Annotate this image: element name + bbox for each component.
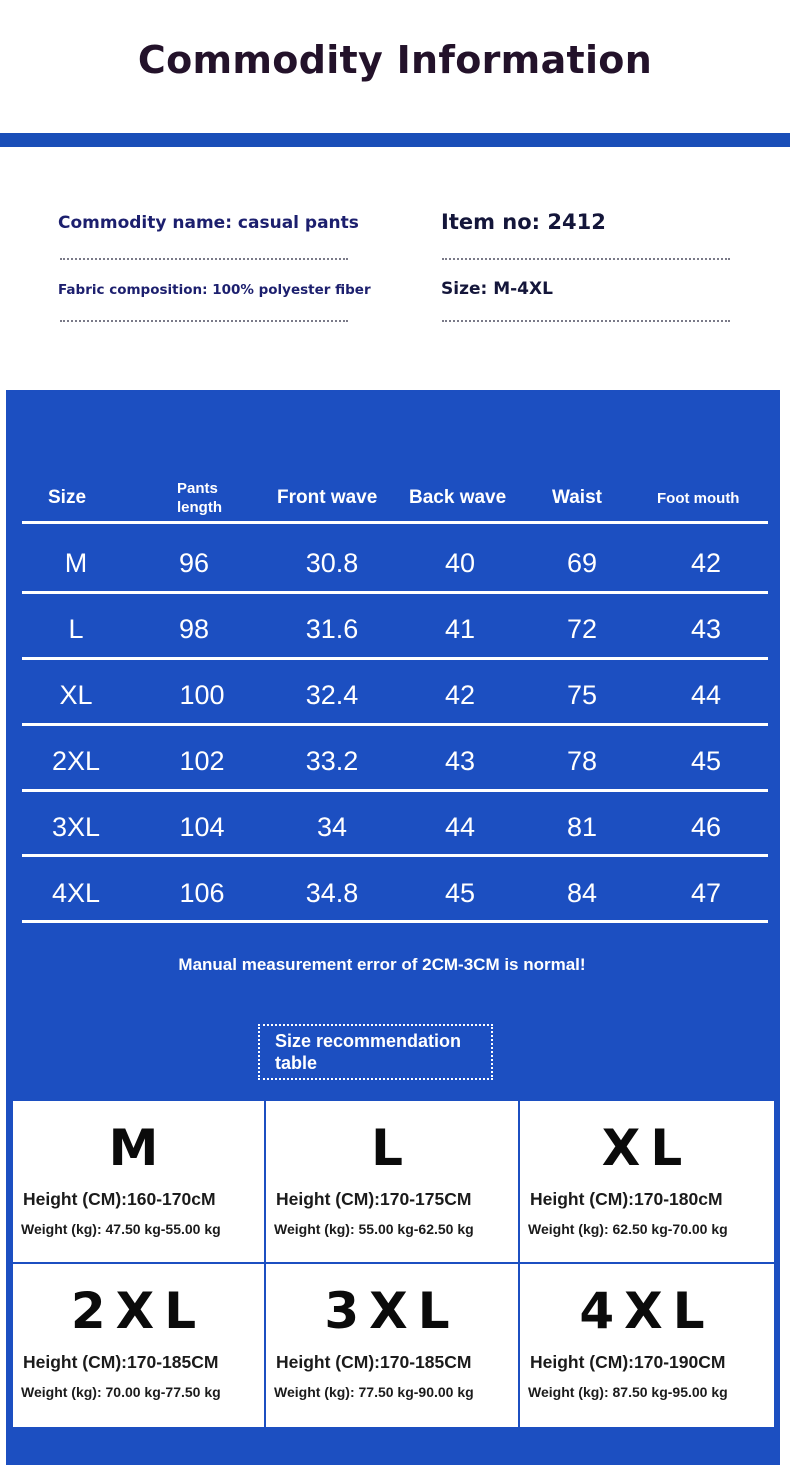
table-cell: L xyxy=(68,614,84,644)
table-cell: 81 xyxy=(566,812,598,842)
fabric-composition: Fabric composition: 100% polyester fiber xyxy=(58,282,371,298)
table-cell: 41 xyxy=(444,614,476,644)
table-cell: 45 xyxy=(444,878,476,908)
size-card-2xl xyxy=(13,1264,266,1427)
size-label: XL xyxy=(601,1119,693,1177)
table-divider xyxy=(22,854,768,857)
header-waist: Waist xyxy=(552,487,602,508)
table-cell: 4XL xyxy=(51,878,101,908)
table-cell: 45 xyxy=(690,746,722,776)
height-range: Height (CM):160-170cM xyxy=(23,1189,216,1209)
table-row xyxy=(0,730,790,792)
table-cell: 32.4 xyxy=(305,680,359,710)
size-recommendation-title: Size recommendation table xyxy=(275,1031,462,1073)
table-divider xyxy=(22,920,768,923)
table-cell: 34 xyxy=(316,812,348,842)
table-divider xyxy=(22,591,768,594)
weight-range: Weight (kg): 77.50 kg-90.00 kg xyxy=(274,1384,474,1400)
table-divider xyxy=(22,789,768,792)
table-cell: 44 xyxy=(444,812,476,842)
table-cell: 46 xyxy=(690,812,722,842)
size-label: M xyxy=(108,1119,169,1177)
table-row xyxy=(0,598,790,660)
table-cell: XL xyxy=(59,680,93,710)
dotted-divider xyxy=(60,320,348,322)
table-cell: 40 xyxy=(444,548,476,578)
table-cell: 42 xyxy=(444,680,476,710)
size-label: 3XL xyxy=(324,1282,460,1340)
dotted-divider xyxy=(442,320,730,322)
table-cell: 43 xyxy=(444,746,476,776)
table-row xyxy=(0,862,790,924)
table-cell: 84 xyxy=(566,878,598,908)
size-card-3xl xyxy=(266,1264,520,1427)
header-front-wave: Front wave xyxy=(277,487,378,508)
header-pants-length: Pants length xyxy=(177,480,222,516)
commodity-name: Commodity name: casual pants xyxy=(58,213,359,233)
weight-range: Weight (kg): 70.00 kg-77.50 kg xyxy=(21,1384,221,1400)
size-card-xl xyxy=(520,1101,774,1264)
height-range: Height (CM):170-185CM xyxy=(276,1352,472,1372)
table-row xyxy=(0,532,790,594)
size-card-4xl xyxy=(520,1264,774,1427)
table-row xyxy=(0,664,790,726)
size-label: L xyxy=(371,1119,413,1177)
table-cell: 102 xyxy=(179,746,225,776)
table-cell: 2XL xyxy=(51,746,101,776)
dotted-divider xyxy=(60,258,348,260)
table-cell: 100 xyxy=(179,680,225,710)
dotted-divider xyxy=(442,258,730,260)
height-range: Height (CM):170-180cM xyxy=(530,1189,723,1209)
size-recommendation-grid xyxy=(13,1101,774,1427)
weight-range: Weight (kg): 47.50 kg-55.00 kg xyxy=(21,1221,221,1237)
size-recommendation-label xyxy=(258,1024,493,1080)
size-label: 4XL xyxy=(579,1282,715,1340)
table-cell: 104 xyxy=(179,812,225,842)
table-cell: 43 xyxy=(690,614,722,644)
table-cell: 98 xyxy=(178,614,210,644)
header-foot-mouth: Foot mouth xyxy=(657,489,740,507)
table-cell: 78 xyxy=(566,746,598,776)
table-cell: 47 xyxy=(690,878,722,908)
weight-range: Weight (kg): 62.50 kg-70.00 kg xyxy=(528,1221,728,1237)
table-cell: 31.6 xyxy=(305,614,359,644)
table-cell: 44 xyxy=(690,680,722,710)
measurement-note: Manual measurement error of 2CM-3CM is normal! xyxy=(178,955,586,974)
table-cell: 69 xyxy=(566,548,598,578)
height-range: Height (CM):170-185CM xyxy=(23,1352,219,1372)
table-cell: 34.8 xyxy=(305,878,359,908)
table-cell: 75 xyxy=(566,680,598,710)
table-divider xyxy=(22,723,768,726)
header-back-wave: Back wave xyxy=(409,487,507,508)
table-cell: 106 xyxy=(179,878,225,908)
size-label: 2XL xyxy=(70,1282,207,1340)
size-range: Size: M-4XL xyxy=(441,279,553,299)
table-divider xyxy=(22,657,768,660)
table-divider xyxy=(22,521,768,524)
weight-range: Weight (kg): 87.50 kg-95.00 kg xyxy=(528,1384,728,1400)
table-cell: 42 xyxy=(690,548,722,578)
header-size: Size xyxy=(48,487,87,508)
table-row xyxy=(0,796,790,858)
size-card-l xyxy=(266,1101,520,1264)
table-cell: 33.2 xyxy=(305,746,359,776)
table-cell: 72 xyxy=(566,614,598,644)
height-range: Height (CM):170-190CM xyxy=(530,1352,726,1372)
weight-range: Weight (kg): 55.00 kg-62.50 kg xyxy=(274,1221,474,1237)
header-divider-bar xyxy=(0,133,790,147)
table-cell: M xyxy=(64,548,88,578)
size-card-m xyxy=(13,1101,266,1264)
item-number: Item no: 2412 xyxy=(441,210,606,234)
table-cell: 96 xyxy=(178,548,210,578)
page-title: Commodity Information xyxy=(137,38,653,82)
table-cell: 30.8 xyxy=(305,548,359,578)
height-range: Height (CM):170-175CM xyxy=(276,1189,472,1209)
table-cell: 3XL xyxy=(51,812,101,842)
